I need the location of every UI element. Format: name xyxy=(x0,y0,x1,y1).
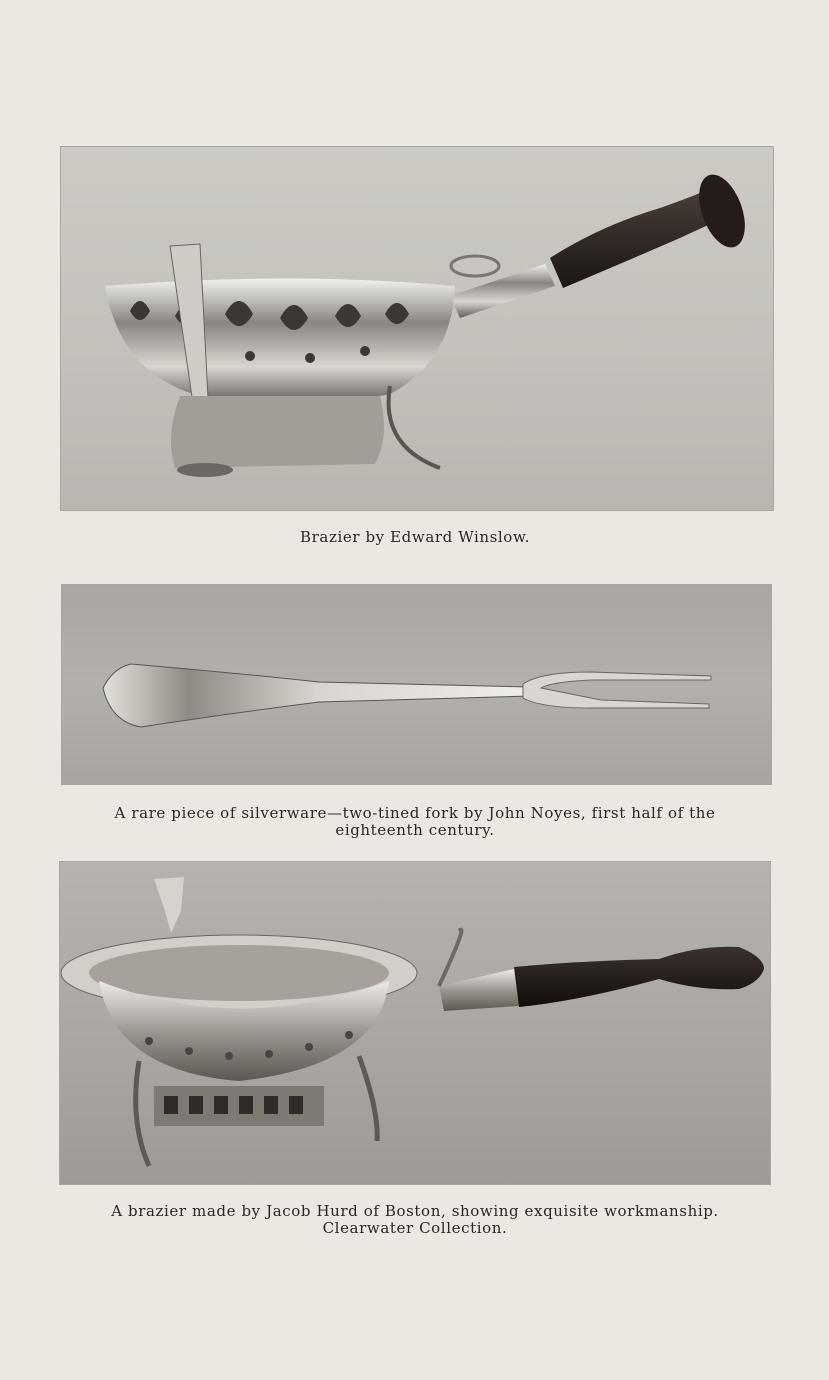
figure-caption xyxy=(90,1203,740,1237)
caption-line: eighteenth century. xyxy=(335,821,495,839)
photo-noyes-fork xyxy=(61,584,772,785)
caption-line: Clearwater Collection. xyxy=(322,1219,508,1237)
figure-caption xyxy=(90,805,740,839)
photo-winslow-brazier xyxy=(60,146,774,511)
caption-line: A rare piece of silverware—two-tined fork by John Noyes, first half of the xyxy=(114,804,716,822)
caption-line: A brazier made by Jacob Hurd of Boston, showing exquisite workmanship. xyxy=(111,1202,719,1220)
figure-caption xyxy=(90,529,740,546)
caption-line: Brazier by Edward Winslow. xyxy=(300,528,530,546)
photo-hurd-brazier xyxy=(59,861,771,1185)
